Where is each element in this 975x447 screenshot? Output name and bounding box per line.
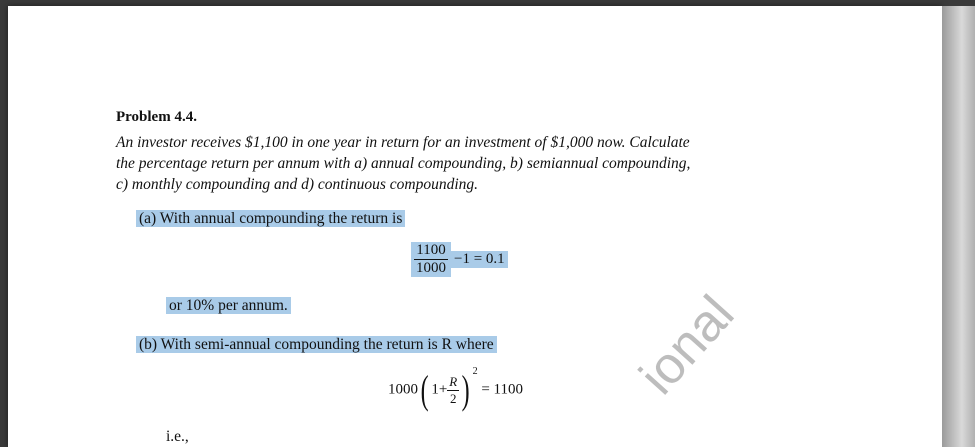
fraction-b-numerator: R xyxy=(449,373,458,389)
right-paren: ) xyxy=(461,367,470,412)
part-a-text: (a) With annual compounding the return is xyxy=(136,210,405,227)
result-a xyxy=(166,297,291,315)
equation-b-rest: = 1100 xyxy=(481,381,523,398)
document-page xyxy=(8,6,942,447)
problem-text-line-2: the percentage return per annum with a) annual compounding, b) semiannual compounding, xyxy=(116,155,691,172)
result-a-text: or 10% per annum. xyxy=(166,297,291,314)
exponent: 2 xyxy=(472,366,478,377)
left-paren: ( xyxy=(420,367,429,412)
problem-text-line-1: An investor receives $1,100 in one year in return for an investment of $1,000 now. Calculate xyxy=(116,134,690,151)
equation-b-lead: 1000 xyxy=(388,381,418,398)
equation-a-rest: −1 = 0.1 xyxy=(451,251,508,268)
page-edge-shadow xyxy=(942,6,975,447)
part-b-text: (b) With semi-annual compounding the return is R where xyxy=(136,336,497,353)
problem-text-line-3: c) monthly compounding and d) continuous compounding. xyxy=(116,176,479,193)
part-b-heading xyxy=(136,336,497,354)
problem-title: Problem 4.4. xyxy=(116,109,197,125)
watermark: ional xyxy=(628,285,746,406)
part-a-heading xyxy=(136,210,405,228)
equation-a xyxy=(411,242,508,277)
fraction-b xyxy=(447,374,459,407)
fraction-a-numerator: 1100 xyxy=(416,242,446,258)
ie-text: i.e., xyxy=(166,428,189,445)
fraction-b-denominator: 2 xyxy=(447,390,459,407)
equation-b xyxy=(388,366,523,412)
fraction-a-denominator: 1000 xyxy=(416,260,446,276)
fraction-a xyxy=(411,242,451,277)
equation-b-one-plus: 1+ xyxy=(431,381,448,398)
